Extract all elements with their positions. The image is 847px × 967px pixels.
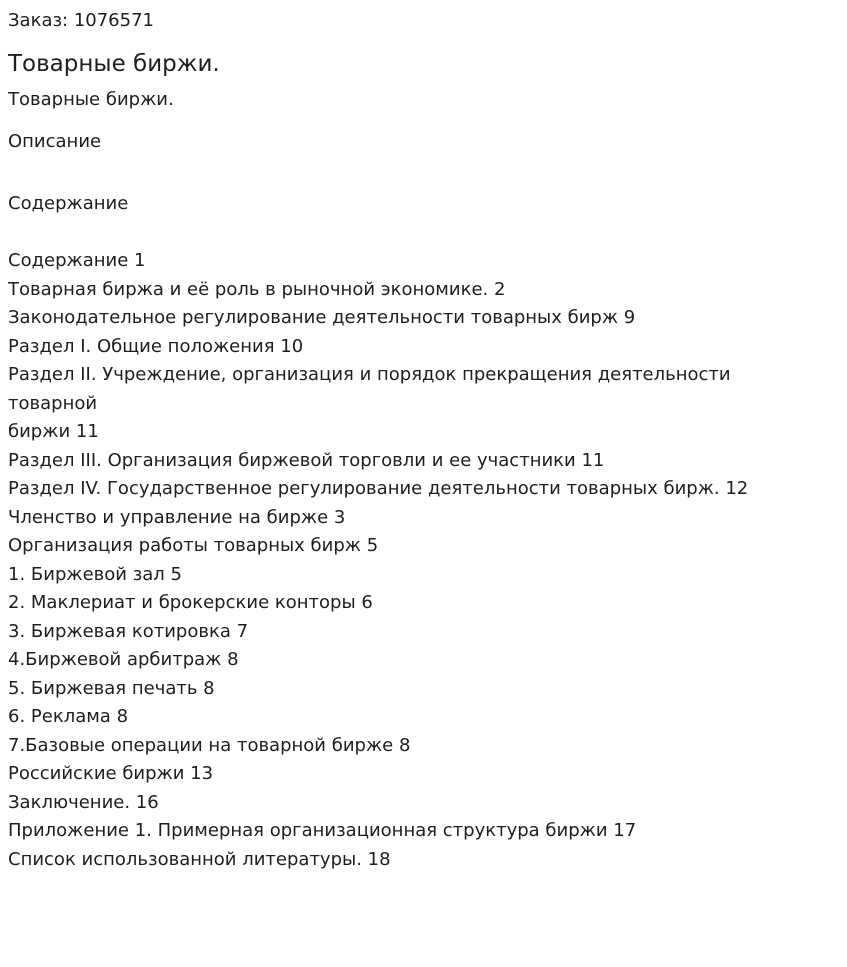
toc-item: 6. Реклама 8 (8, 706, 129, 727)
toc-item: Раздел IV. Государственное регулирование деятельности товарных бирж. 12 (8, 478, 749, 499)
toc-item: 1. Биржевой зал 5 (8, 563, 182, 585)
toc-item: Членство и управление на бирже 3 (8, 506, 346, 528)
toc-item: Организация работы товарных бирж 5 (8, 535, 379, 556)
toc-item: Содержание 1 (8, 250, 146, 271)
order-number: Заказ: 1076571 (8, 10, 154, 31)
toc-item: биржи 11 (8, 421, 99, 442)
toc-item: Приложение 1. Примерная организационная структура биржи 17 (8, 820, 637, 841)
toc-item: Раздел III. Организация биржевой торговли и ее участники 11 (8, 449, 605, 471)
toc-item: Российские биржи 13 (8, 763, 214, 784)
toc-item: 5. Биржевая печать 8 (8, 677, 215, 699)
toc-item: Товарная биржа и её роль в рыночной экономике. 2 (8, 278, 506, 300)
toc-item: 4.Биржевой арбитраж 8 (8, 649, 239, 670)
toc-item: Заключение. 16 (8, 791, 159, 813)
toc-item: Раздел II. Учреждение, организация и порядок прекращения деятельности товарной (8, 364, 731, 414)
description-heading: Описание (8, 131, 102, 152)
page-title: Товарные биржи. (8, 51, 220, 77)
page-subtitle: Товарные биржи. (8, 89, 174, 110)
toc-item: Раздел I. Общие положения 10 (8, 335, 304, 357)
toc-item: 2. Маклериат и брокерские конторы 6 (8, 592, 373, 613)
toc-item: Законодательное регулирование деятельности товарных бирж 9 (8, 307, 636, 328)
table-of-contents (8, 247, 798, 874)
toc-item: 7.Базовые операции на товарной бирже 8 (8, 734, 411, 756)
toc-item: 3. Биржевая котировка 7 (8, 620, 249, 642)
contents-heading: Содержание (8, 193, 129, 214)
toc-item: Список использованной литературы. 18 (8, 848, 391, 870)
